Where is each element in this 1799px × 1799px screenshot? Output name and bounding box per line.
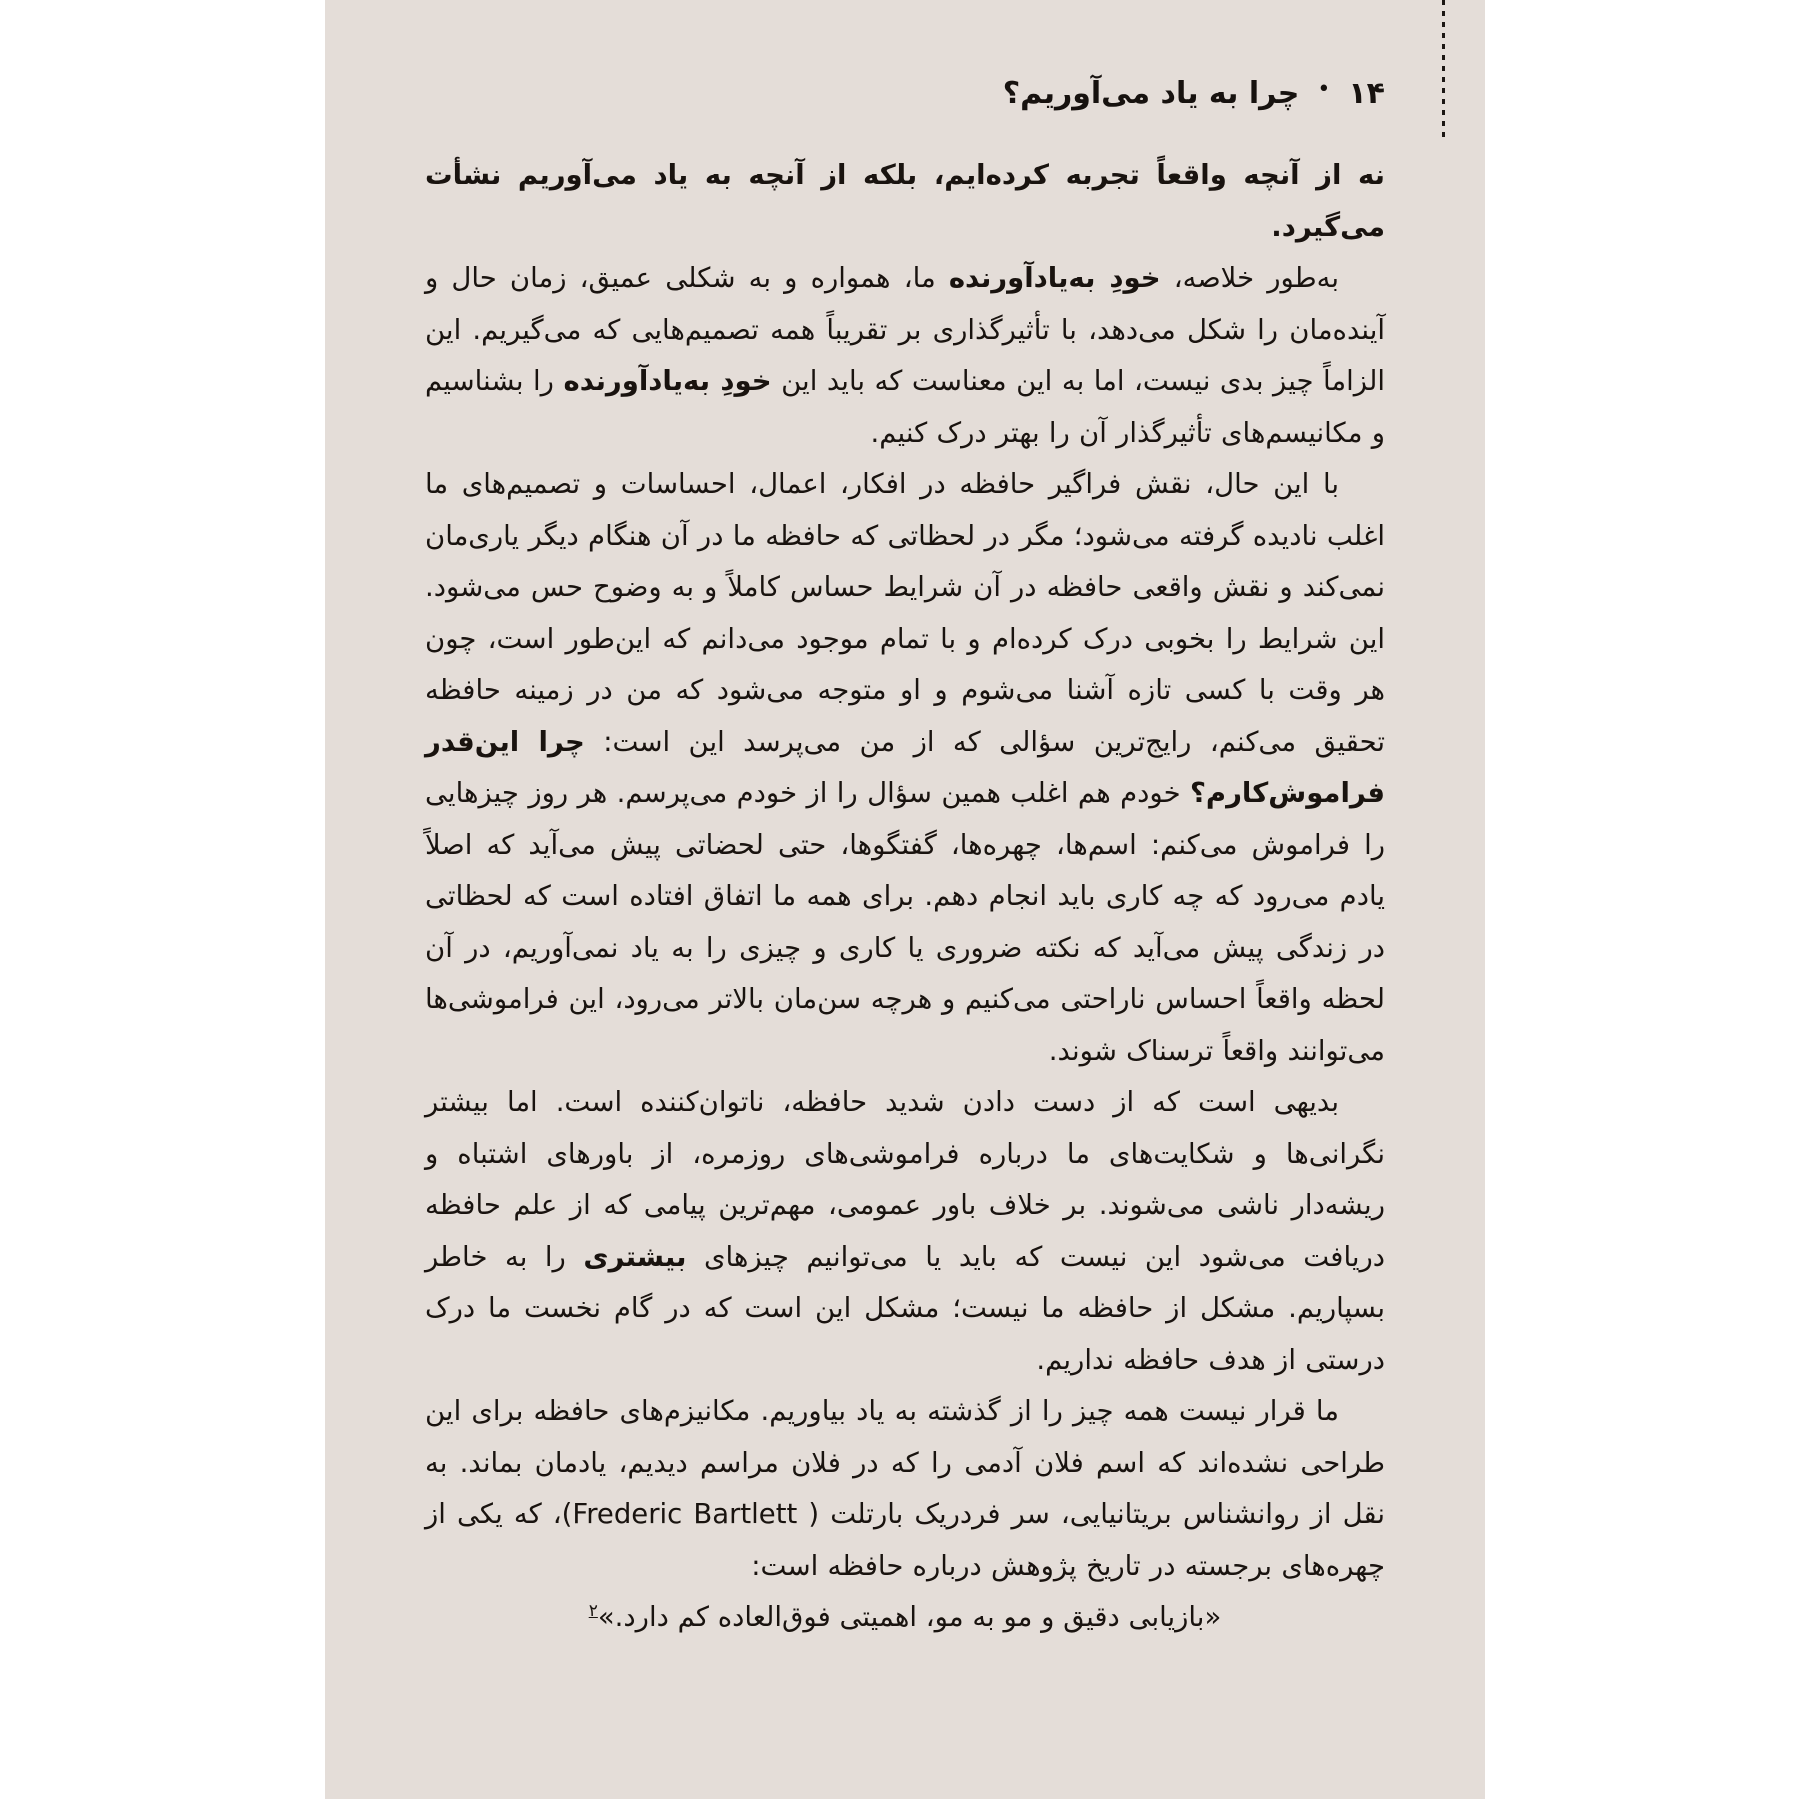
footnote-marker: ۲	[588, 1600, 598, 1621]
running-head-dotted-rule	[1442, 0, 1445, 141]
paragraph-2-text-after: را بشناسیم و مکانیسم‌های تأثیرگذار آن را بهتر درک کنیم.	[425, 365, 1385, 449]
paragraph-1	[425, 150, 1385, 253]
paragraph-3-text-before: با این حال، نقش فراگیر حافظه در افکار، اعمال، احساسات و تصمیم‌های ما اغلب نادیده گرفته می‌شود؛ مگر در لحظاتی که حافظه ما در آن هنگام دیگر یاری‌مان نمی‌کند و نقش واقعی حافظه در آن شرایط حساس کاملاً و به وضوح حس می‌شود. این شرایط را بخوبی درک کرده‌ام و با تمام موجود می‌دانم که این‌طور است، چون هر وقت با کسی تازه آشنا می‌شوم و او متوجه می‌شود که من در زمینه حافظه تحقیق می‌کنم، رایج‌ترین سؤالی که از من می‌پرسد این است:	[425, 468, 1385, 758]
paragraph-4-text-before: بدیهی است که از دست دادن شدید حافظه، ناتوان‌کننده است. اما بیشتر نگرانی‌ها و شکایت‌های ما درباره فراموشی‌های روزمره، از باورهای اشتباه و ریشه‌دار ناشی می‌شوند. بر خلاف باور عمومی، مهم‌ترین پیامی که از علم حافظه دریافت می‌شود این نیست که باید یا می‌توانیم چیزهای	[425, 1086, 1386, 1273]
paragraph-2-text-middle: ما، همواره و به شکلی عمیق، زمان حال و آینده‌مان را شکل می‌دهد، با تأثیرگذاری بر تقریباً همه تصمیم‌هایی که می‌گیریم. این الزاماً چیز بدی نیست، اما به این معناست که باید این	[425, 262, 1385, 397]
block-quote-text: «بازیابی دقیق و مو به مو، اهمیتی فوق‌العاده کم دارد.»	[597, 1601, 1222, 1633]
paragraph-2-bold-term-1: خودِ به‌یادآورنده	[948, 262, 1161, 294]
paragraph-2-bold-term-2: خودِ به‌یادآورنده	[563, 365, 772, 397]
book-page-sheet	[325, 0, 1485, 1799]
running-head-separator-bullet: •	[1317, 77, 1331, 102]
chapter-title: چرا به یاد می‌آوریم؟	[1002, 75, 1300, 111]
paragraph-2-text-before: به‌طور خلاصه،	[1160, 262, 1339, 294]
paragraph-5: ما قرار نیست همه چیز را از گذشته به یاد بیاوریم. مکانیزم‌های حافظه برای این طراحی نشده‌اند که اسم فلان آدمی را که در فلان مراسم دیدیم، یادمان بماند. به نقل از روانشناس بریتانیایی، سر فردریک بارتلت ( Frederic Bartlett)، که یکی از چهره‌های برجسته در تاریخ پژوهش درباره حافظه است:	[425, 1395, 1385, 1582]
paragraph-1-bold-lead: نه از آنچه واقعاً تجربه کرده‌ایم، بلکه از آنچه به یاد می‌آوریم نشأت می‌گیرد.	[425, 159, 1385, 243]
running-head	[325, 62, 1485, 124]
body-text-block	[425, 150, 1385, 1644]
paragraph-4-text-after: را به خاطر بسپاریم. مشکل از حافظه ما نیست؛ مشکل این است که در گام نخست ما درک درستی از هدف حافظه نداریم.	[425, 1240, 1385, 1376]
paragraph-4-bold-term: بیشتری	[583, 1240, 687, 1273]
block-quote	[425, 1592, 1385, 1644]
page-number: ۱۴	[1348, 75, 1385, 111]
paragraph-4	[425, 1077, 1385, 1386]
paragraph-3-bold-question: چرا این‌قدر فراموش‌کارم؟	[425, 725, 1385, 809]
paragraph-3-text-after: خودم هم اغلب همین سؤال را از خودم می‌پرسم. هر روز چیزهایی را فراموش می‌کنم: اسم‌ها، چهره‌ها، گفتگوها، حتی لحضاتی پیش می‌آید که اصلاً یادم می‌رود که چه کاری باید انجام دهم. برای همه ما اتفاق افتاده است که لحظاتی در زندگی پیش می‌آید که نکته ضروری یا کاری و چیزی را به یاد نمی‌آوریم، در آن لحظه واقعاً احساس ناراحتی می‌کنیم و هرچه سن‌مان بالاتر می‌رود، این فراموشی‌ها می‌توانند واقعاً ترسناک شوند.	[425, 777, 1385, 1067]
paragraph-2	[425, 253, 1385, 459]
paragraph-3	[425, 459, 1385, 1077]
